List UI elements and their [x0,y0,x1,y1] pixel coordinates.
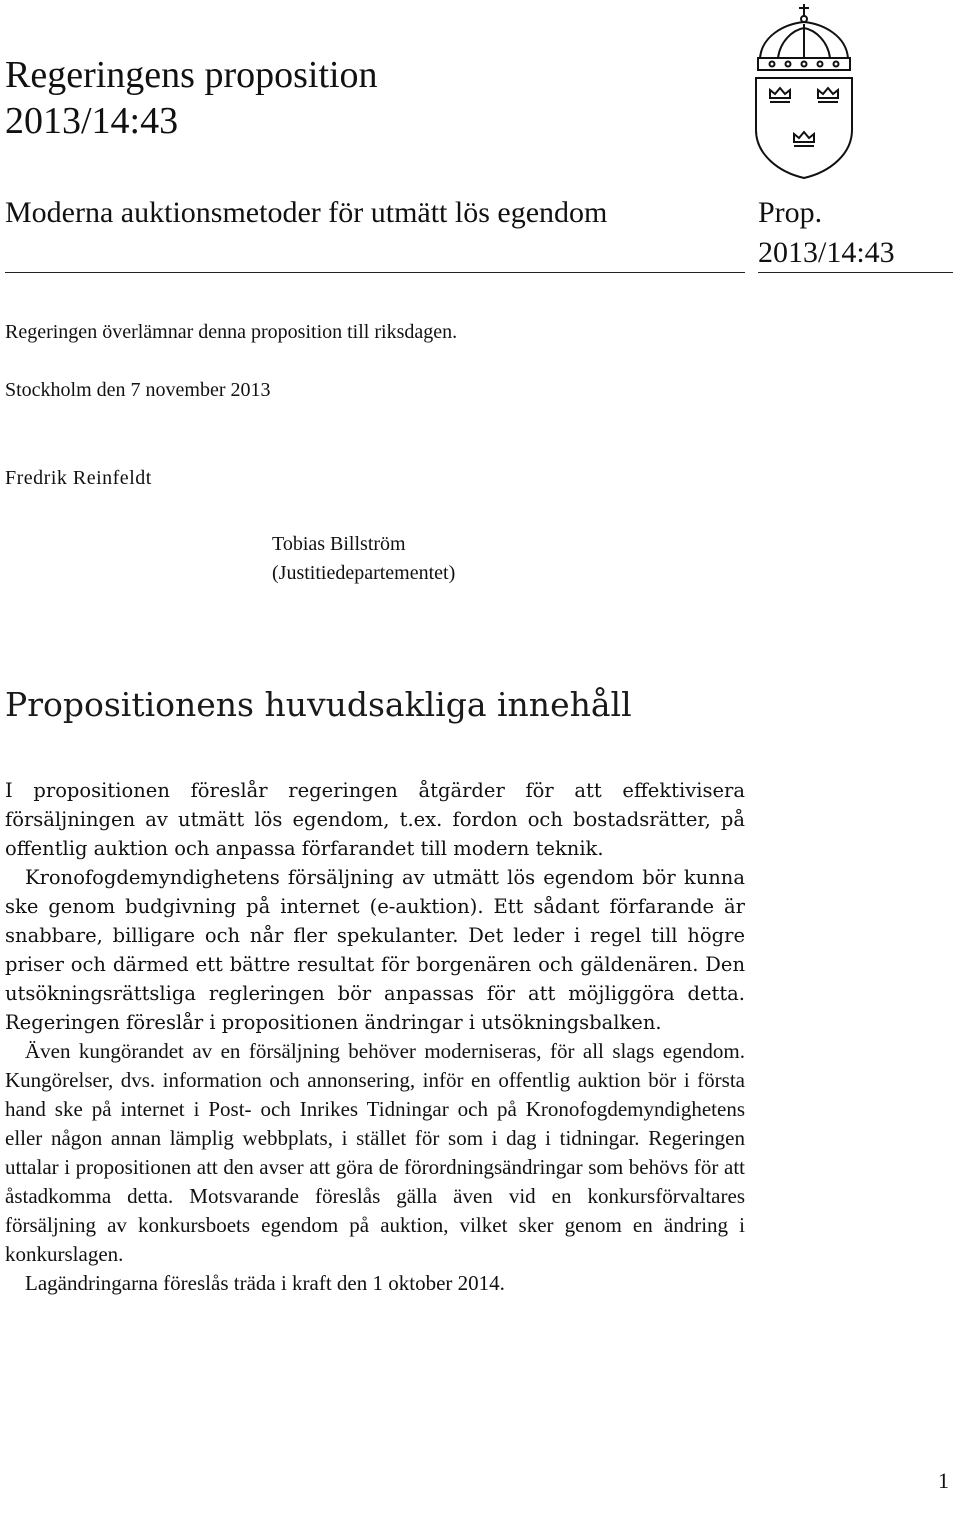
summary-paragraph-4: Lagändringarna föreslås träda i kraft den 1 oktober 2014. [25,1271,505,1295]
minister-name: Tobias Billström [272,533,406,555]
page-title-line-1: Regeringens proposition [5,54,378,96]
swedish-coat-of-arms-icon [748,2,860,182]
ministry-name: (Justitiedepartementet) [272,562,456,584]
summary-paragraph-1: I propositionen föreslår regeringen åtgärder för att effektivisera försäljningen av utmätt lös egendom, t.ex. fordon och bostadsrätter, på offentlig auktion och anpassa förfarandet till modern teknik. [5,779,745,860]
summary-paragraph-3: Även kungörandet av en försäljning behöver moderniseras, för all slags egendom. Kungörelser, dvs. information och annonsering, inför en offentlig auktion bör i första hand ske på internet i Post- och Inrikes Tidningar och på Kronofogdemyndighetens eller någon annan lämplig webbplats, i stället för som i dag i tidningar. Regeringen uttalar i propositionen att den avser att göra de förordningsändringar som behövs för att åstadkomma detta. Motsvarande föreslås gälla även vid en konkursförvaltares försäljning av konkursboets egendom på auktion, vilket sker genom en ändring i konkurslagen. [5,1039,745,1266]
header-divider-right [758,272,953,273]
prime-minister-name: Fredrik Reinfeldt [5,467,152,489]
proposition-subtitle: Moderna auktionsmetoder för utmätt lös egendom [5,196,608,229]
place-and-date: Stockholm den 7 november 2013 [5,379,271,401]
proposition-number [758,193,958,273]
summary-body [5,776,745,1298]
page-title-line-2: 2013/14:43 [5,100,179,142]
header-divider-left [5,272,745,273]
summary-paragraph-2: Kronofogdemyndighetens försäljning av utmätt lös egendom bör kunna ske genom budgivning på internet (e-auktion). Ett sådant förfarande är snabbare, billigare och når fler spekulanter. Det leder i regel till högre priser och därmed ett bättre resultat för borgenären och gäldenären. Den utsökningsrättsliga regleringen bör anpassas för att möjliggöra detta. Regeringen föreslår i propositionen ändringar i utsökningsbalken. [5,866,745,1034]
proposition-number-value: 2013/14:43 [758,236,895,269]
section-heading: Propositionens huvudsakliga innehåll [5,685,632,724]
page-number: 1 [938,1468,949,1493]
proposition-number-label: Prop. [758,196,823,229]
intro-statement: Regeringen överlämnar denna proposition till riksdagen. [5,321,458,343]
page-title [5,52,625,144]
